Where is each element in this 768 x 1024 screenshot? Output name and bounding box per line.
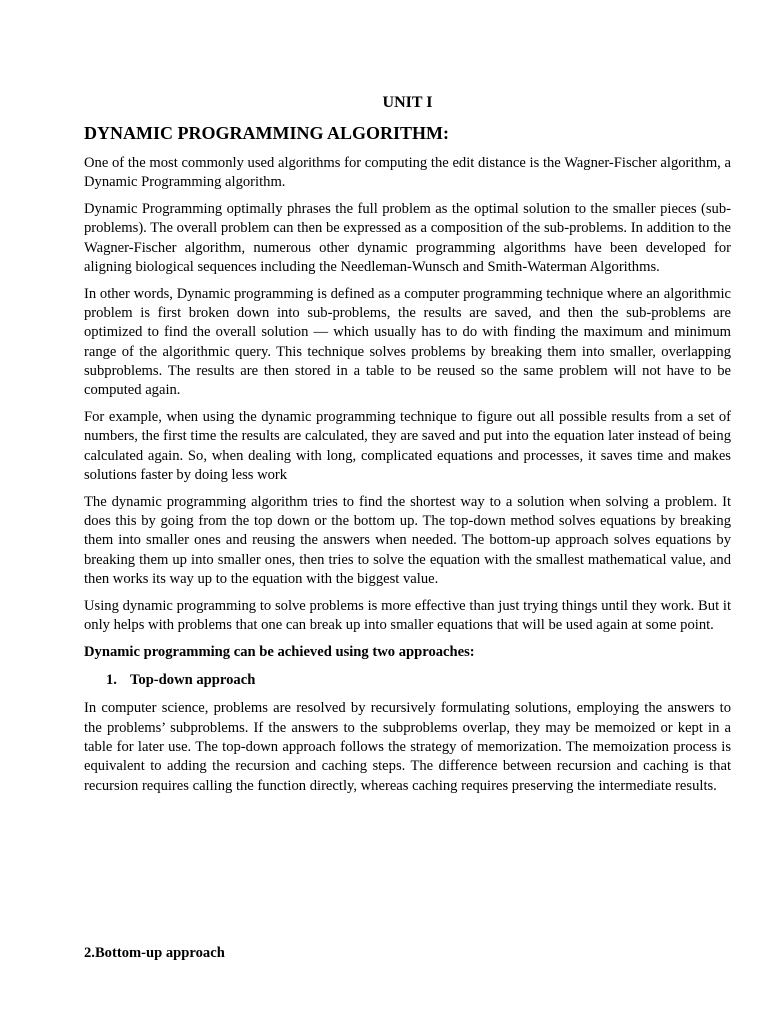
document-page [84,93,731,803]
list-item-number: 1. [106,672,117,689]
approaches-lead: Dynamic programming can be achieved using two approaches: [84,643,475,660]
paragraph-top-down-detail: In computer science, problems are resolved by recursively formulating solutions, employing the answers to the problems’ subproblems. If the answers to the subproblems overlap, they may be memoized or kept in a table for later use. The top-down approach follows the strategy of memorization. The memoization process is equivalent to adding the recursion and caching steps. The difference between recursion and caching is that recursion requires calling the function directly, whereas caching requires preserving the intermediate results. [84,700,731,794]
paragraph-optimal-phrasing: Dynamic Programming optimally phrases the full problem as the optimal solution to the smaller pieces (sub-problems). The overall problem can then be expressed as a composition of the sub-problems. In addition to the Wagner-Fischer algorithm, numerous other dynamic programming algorithms have been developed for aligning biological sequences including the Needleman-Wunsch and Smith-Waterman Algorithms. [84,201,731,275]
paragraph-top-down-bottom-up: The dynamic programming algorithm tries to find the shortest way to a solution when solving a problem. It does this by going from the top down or the bottom up. The top-down method solves equations by breaking them into smaller ones and reusing the answers when needed. The bottom-up approach solves equations by breaking them up into smaller ones, then tries to solve the equation with the smallest mathematical value, and then works its way up to the equation with the biggest value. [84,493,731,587]
unit-title: UNIT I [382,94,433,111]
list-item-label: Top-down approach [130,672,256,689]
paragraph-effectiveness: Using dynamic programming to solve problems is more effective than just trying things until they work. But it only helps with problems that one can break up into smaller equations that will be used again at some point. [84,597,731,634]
paragraph-example: For example, when using the dynamic programming technique to figure out all possible results from a set of numbers, the first time the results are calculated, they are saved and put into the equation later instead of being calculated again. So, when dealing with long, complicated equations and processes, it saves time and makes solutions faster by doing less work [84,409,731,483]
paragraph-edit-distance: One of the most commonly used algorithms for computing the edit distance is the Wagner-Fischer algorithm, a Dynamic Programming algorithm. [84,155,731,191]
section-title: DYNAMIC PROGRAMMING ALGORITHM: [84,123,449,143]
paragraph-definition: In other words, Dynamic programming is defined as a computer programming technique where an algorithmic problem is first broken down into sub-problems, the results are saved, and then the sub-problems are optimized to find the overall solution — which usually has to do with finding the maximum and minimum range of the algorithmic query. This technique solves problems by breaking them into smaller, overlapping subproblems. The results are then stored in a table to be reused so the same problem will not have to be computed again. [84,285,731,399]
list-item-top-down [106,671,731,690]
bottom-up-heading: 2.Bottom-up approach [84,945,225,961]
